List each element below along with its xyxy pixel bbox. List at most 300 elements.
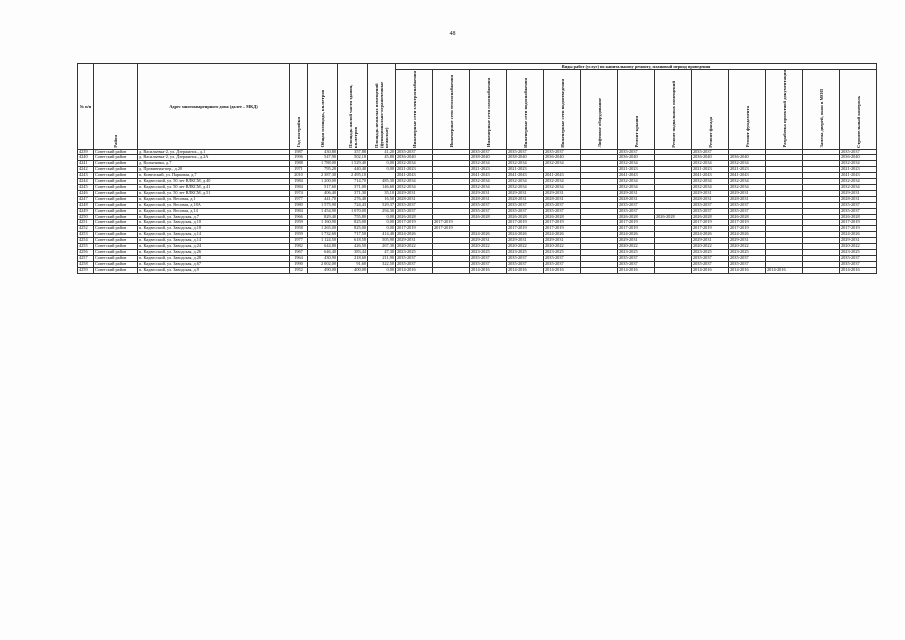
table-cell: 2029-2031 [470,190,507,196]
table-cell: 2017-2019 [692,226,729,232]
table-cell: 2017-2019 [840,226,877,232]
table-cell: 322,50 [368,261,396,267]
table-cell: 2017-2019 [729,226,766,232]
table-cell: 2041-2043 [396,173,433,179]
table-cell: 16,50 [368,196,396,202]
header-num: № п/п [78,64,94,150]
table-cell: 35,10 [368,190,396,196]
table-cell: 2017-2019 [544,226,581,232]
table-cell: Советский район [94,179,138,185]
table-cell: 2032-2034 [692,179,729,185]
table-cell: 1984 [290,208,308,214]
table-cell: 430,90 [308,255,338,261]
table-cell: 2036-2040 [544,155,581,161]
table-cell: 2029-2031 [729,190,766,196]
table-body [78,149,877,273]
table-cell: 1966 [290,214,308,220]
table-cell: 2021-2023 [840,167,877,173]
table-cell: 41,20 [368,149,396,155]
table-cell: 825,00 [338,220,368,226]
table-cell: 2036-2040 [396,155,433,161]
table-cell: 2023-2025 [692,249,729,255]
table-cell: 1980 [290,202,308,208]
table-cell: 2035-2037 [507,255,544,261]
table-cell: 2029-2031 [692,238,729,244]
table-cell: 2017-2019 [396,220,433,226]
table-cell: 2029-2031 [396,238,433,244]
table-cell: 4255 [78,244,94,250]
table-cell: 2035-2037 [692,202,729,208]
table-cell: 1984 [290,184,308,190]
table-cell: 2020-2022 [840,244,877,250]
table-cell: 646,40 [308,249,338,255]
table-cell: 2020-2022 [544,244,581,250]
table-cell: 1 529,40 [338,161,368,167]
table-cell: 4239 [78,149,94,155]
table-cell: 2029-2031 [544,238,581,244]
table-cell: 1996 [290,155,308,161]
table-cell: 485,30 [368,179,396,185]
table-cell: 2014-2016 [544,267,581,273]
table-cell: Советский район [94,149,138,155]
table-cell: 2035-2037 [507,208,544,214]
table-cell: 0,00 [368,214,396,220]
table-cell: 1 788,00 [308,161,338,167]
capital-repair-table [77,63,877,274]
header-work-lift: Лифтовое оборудование [581,70,618,150]
table-cell: 2032-2034 [692,161,729,167]
table-cell: 2032-2034 [470,179,507,185]
table-cell: 2028-2031 [507,196,544,202]
table-cell: 2032-2034 [396,161,433,167]
table-cell: 724,43 [338,202,368,208]
table-cell: 2041-2043 [692,173,729,179]
table-cell: 2041-2043 [507,173,544,179]
table-cell: 2017-2019 [618,220,655,226]
table-cell: 357,88 [338,149,368,155]
table-cell: 2023-2025 [507,249,544,255]
table-cell: 2035-2037 [396,208,433,214]
table-cell: 2028-2031 [692,196,729,202]
table-cell: 4248 [78,202,94,208]
table-cell: 2026-2028 [618,214,655,220]
table-cell: 441,70 [308,196,338,202]
table-cell: 1 575,90 [308,202,338,208]
table-cell: 47,30 [368,249,396,255]
table-cell: 2035-2037 [729,202,766,208]
table-cell: 2017-2019 [507,226,544,232]
table-cell: 2017-2019 [396,226,433,232]
table-cell: 2017-2019 [507,220,544,226]
table-cell: 2035-2037 [618,149,655,155]
table-cell: Советский район [94,190,138,196]
table-cell: 371,30 [338,190,368,196]
table-cell: 2021-2023 [692,167,729,173]
table-cell: 1990 [290,261,308,267]
table-cell: 1959 [290,220,308,226]
table-cell: 2028-2031 [470,196,507,202]
table-cell: 4250 [78,214,94,220]
table-cell: 45,80 [368,155,396,161]
table-cell: 2032-2034 [544,184,581,190]
table-cell: 2021-2023 [618,167,655,173]
table-cell: д. Васильевка-2, ул. Дзержинск., д.2А [138,155,290,161]
table-cell: 2032-2034 [840,184,877,190]
table-cell: 1 454,90 [308,208,338,214]
table-cell: п. Кадвесский, ул. Весовая, д.1 [138,196,290,202]
table-cell: 2035-2037 [396,261,433,267]
table-cell: 2029-2031 [507,238,544,244]
table-cell: 2035-2037 [840,255,877,261]
table-cell: 4241 [78,161,94,167]
table-cell: 1 200,00 [308,179,338,185]
table-cell: 2029-2031 [692,190,729,196]
table-cell: п. Кадвесский, ул. Заводская, д.10 [138,220,290,226]
table-cell: Советский район [94,244,138,250]
table-cell: 2029-2031 [470,238,507,244]
table-cell: 2032-2034 [618,179,655,185]
table-cell [655,267,692,273]
table-cell: 2035-2037 [692,149,729,155]
table-cell: д. Васильевка-2, ул. Дзержинск., д.1 [138,149,290,155]
table-cell: 2029-2031 [840,238,877,244]
table-cell: 4240 [78,155,94,161]
table-cell: 2017-2019 [692,220,729,226]
table-cell: 2020-2022 [618,244,655,250]
table-cell: 1982 [290,244,308,250]
table-cell: 2035-2037 [618,208,655,214]
table-cell: 2035-2037 [396,202,433,208]
table-cell: 2029-2031 [729,238,766,244]
table-cell: 2017-2019 [433,226,470,232]
table-cell: 2041-2043 [470,173,507,179]
table-cell: 2032-2034 [507,179,544,185]
table-cell: д. Волынянка, д.7 [138,161,290,167]
table-cell: 2 387,30 [308,173,338,179]
table-cell: 2035-2037 [507,202,544,208]
table-cell: 517,60 [308,184,338,190]
table-cell: 2035-2037 [840,202,877,208]
table-cell: 2021-2023 [470,167,507,173]
table-cell: 618,58 [338,238,368,244]
table-cell: 2026-2028 [692,214,729,220]
table-cell: 2026-2028 [655,214,692,220]
table-cell: 2035-2037 [507,149,544,155]
table-cell: 2032-2034 [729,161,766,167]
header-year: Год постройки [290,64,308,150]
table-cell: Советский район [94,220,138,226]
table-cell: 2023-2025 [729,249,766,255]
table-cell: 2023-2025 [544,249,581,255]
table-cell: п. Кадвесский, ул. Заводская, д.14 [138,238,290,244]
header-work-heating: Инженерные сети теплоснабжения [433,70,470,150]
table-cell: Советский район [94,202,138,208]
table-cell: 2024-2026 [544,232,581,238]
table-cell: 2017-2019 [433,220,470,226]
table-cell: 2032-2034 [544,161,581,167]
header-work-project-docs: Разработка проектной документации [766,70,803,150]
table-cell: 2035-2037 [692,208,729,214]
table-cell: 2028-2031 [544,196,581,202]
table-cell: 2035-2037 [470,149,507,155]
table-cell: п. Кадвесский, ул. Заводская, д.67 [138,261,290,267]
table-cell: 1 070,00 [338,208,368,214]
table-cell: 2032-2034 [507,184,544,190]
table-cell: 2026-2028 [470,214,507,220]
table-cell: 267,30 [368,244,396,250]
table-cell: 2020-2022 [507,244,544,250]
table-cell: 529,37 [368,202,396,208]
table-cell: 91,60 [338,261,368,267]
table-cell: Советский район [94,184,138,190]
table-cell: 2035-2037 [470,202,507,208]
table-cell: 714,70 [338,179,368,185]
header-work-electric: Инженерные сети электроснабжения [396,70,433,150]
table-cell: 2035-2037 [840,208,877,214]
table-cell: 2035-2037 [692,261,729,267]
header-total-area: Общая площадь, кв.метров [308,64,338,150]
table-cell: 547,90 [308,155,338,161]
table-cell: 2035-2037 [729,261,766,267]
table-cell: 795,20 [308,167,338,173]
table-cell: 2014-2016 [692,267,729,273]
table-cell: 1984 [290,179,308,185]
table-cell: Советский район [94,255,138,261]
table-cell: 502,18 [338,155,368,161]
table-cell: 2041-2043 [729,173,766,179]
table-cell: 2029-2031 [618,190,655,196]
table-cell: 2035-2037 [692,255,729,261]
table-cell: 2035-2037 [544,261,581,267]
table-cell: 2021-2023 [396,167,433,173]
table-cell: 2026-2028 [396,214,433,220]
table-cell: 2035-2037 [618,261,655,267]
table-cell: 0,00 [368,161,396,167]
table-cell: 383,44 [338,249,368,255]
table-cell: 1958 [290,226,308,232]
table-cell: 829,40 [308,214,338,220]
table-cell [803,267,840,273]
table-cell: 2035-2037 [470,255,507,261]
table-cell: 2014-2016 [618,267,655,273]
table-cell: 2010 [290,173,308,179]
table-cell: 1964 [290,255,308,261]
table-cell: п. Кадвесский, ул. 50 лет ВЛКСМ, д.41 [138,184,290,190]
table-cell: Советский район [94,238,138,244]
table-cell: 371,00 [338,184,368,190]
table-cell: 1 160,90 [308,220,338,226]
table-cell: Советский район [94,208,138,214]
table-cell: 2035-2037 [396,255,433,261]
table-cell: п. Кадвесский, ул. Заводская, д.14 [138,232,290,238]
table-cell: 2014-2016 [396,267,433,273]
table-cell: 2032-2034 [396,179,433,185]
table-cell: 2032-2034 [729,179,766,185]
table-cell: 2026-2028 [507,214,544,220]
table-cell: 2029-2031 [396,190,433,196]
table-cell: 2017-2019 [729,220,766,226]
table-cell: 2023-2025 [396,249,433,255]
table-cell: 2014-2016 [766,267,803,273]
table-cell: п. Кадвесский, ул. Заводская, д.18 [138,226,290,232]
table-cell: 1977 [290,238,308,244]
table-cell: 644,80 [308,244,338,250]
table-cell: 1959 [290,232,308,238]
header-work-foundation: Ремонт фундамента [729,70,766,150]
table-cell: п. Кадвесский, ул. Заводская, д.26 [138,249,290,255]
table-cell: 2 495,10 [338,173,368,179]
table-cell: 4256 [78,249,94,255]
table-cell: 2032-2034 [507,161,544,167]
table-cell: п. Кадвесский, ул. Весовая, д.14 [138,208,290,214]
table-cell: 0,00 [368,267,396,273]
table-cell: 2036-2040 [840,155,877,161]
table-cell: 2014-2016 [507,267,544,273]
table-cell: 2035-2037 [507,261,544,267]
table-cell: 1 732,60 [308,232,338,238]
table-cell: 2035-2037 [544,202,581,208]
table-cell: п. Кадвесский, ул. 50 лет ВЛКСМ, д.40 [138,179,290,185]
table-cell: 2035-2037 [544,208,581,214]
table-cell: п. Кадвесский, ул. Заводская, д.9 [138,267,290,273]
table-cell: 2024-2026 [618,232,655,238]
table-cell: 2026-2028 [840,214,877,220]
table-cell: 2024-2026 [507,232,544,238]
table-cell: 2035-2037 [729,255,766,261]
table-cell: Советский район [94,226,138,232]
table-cell: 430,80 [308,149,338,155]
table-cell: 211,90 [368,255,396,261]
table-cell: 1967 [290,249,308,255]
table-cell: 717,50 [338,232,368,238]
table-cell: Советский район [94,173,138,179]
header-work-facade: Ремонт фасада [692,70,729,150]
table-cell: 2035-2037 [840,149,877,155]
table-cell: 2014-2016 [840,267,877,273]
table-cell: 2035-2037 [470,208,507,214]
table-cell: 276,40 [338,196,368,202]
table-cell: 2035-2037 [544,149,581,155]
table-cell: 2020-2022 [396,244,433,250]
table-cell: 2024-2026 [840,232,877,238]
table-row [78,267,877,273]
table-cell [433,267,470,273]
table-cell: 2024-2026 [692,232,729,238]
table-cell: д. Провинная-пер., д.20 [138,167,290,173]
table-cell: п. Кинелский, ул. Парковая, д.7 [138,173,290,179]
table-cell: 2035-2037 [618,202,655,208]
table-cell: 4249 [78,208,94,214]
table-cell: 2035-2037 [544,255,581,261]
table-cell: 2041-2043 [618,173,655,179]
table-cell: 406,40 [308,190,338,196]
header-work-gas: Инженерные сети газоснабжения [470,70,507,150]
header-district: Район [94,64,138,150]
table-cell: 1988 [290,161,308,167]
table-cell: 2020-2022 [729,244,766,250]
table-cell: 426,50 [338,244,368,250]
table-cell: 4253 [78,232,94,238]
table-cell: Советский район [94,261,138,267]
table-cell: 2026-2028 [729,214,766,220]
header-work-construction-control: Строительный контроль [840,70,877,150]
table-cell: 505,90 [368,238,396,244]
table-cell: 294,30 [368,208,396,214]
table-cell: 4251 [78,220,94,226]
table-cell [581,267,618,273]
header-nonliving-area: Площадь нежилых помещений (функционально-ограниченные нежилые) [368,64,396,150]
table-cell: 2029-2031 [618,238,655,244]
table-cell: 2036-2040 [618,155,655,161]
table-cell: 2035-2037 [396,149,433,155]
table-cell: 2036-2040 [692,155,729,161]
table-cell: Советский район [94,196,138,202]
table-cell: 0,00 [368,220,396,226]
table-cell: 1977 [290,196,308,202]
table-cell: 0,00 [368,167,396,173]
table-cell: п. Кадвесский, ул. Заводская, д.28 [138,255,290,261]
header-work-doors-windows: Замена дверей, окон в МОП [803,70,840,150]
table-cell: п. Кадвесский, ул. Заводская, д.7 [138,214,290,220]
table-cell: п. Кадвесский, ул. Весовая, д.18А [138,202,290,208]
table-cell: 400,00 [338,267,368,273]
table-cell: 4259 [78,267,94,273]
header-works-group: Виды работ (услуг) по капитальному ремонту, плановый период проведения [396,64,877,70]
table-cell: 4254 [78,238,94,244]
table-cell: 1 265,00 [308,226,338,232]
table-cell: Советский район [94,214,138,220]
table-cell: Советский район [94,232,138,238]
table-cell: 2028-2031 [618,196,655,202]
table-cell: 2032-2034 [840,161,877,167]
table-cell: 2023-2025 [840,249,877,255]
table-cell: 1974 [290,190,308,196]
table-cell: 2020-2022 [470,244,507,250]
header-work-roof: Ремонт крыши [618,70,655,150]
table-cell: 414,40 [368,232,396,238]
table-cell: 490,00 [308,267,338,273]
table-cell: 2021-2023 [729,167,766,173]
table-cell: 2028-2031 [840,196,877,202]
table-cell: 2 002,00 [308,261,338,267]
table-cell: 2020-2022 [692,244,729,250]
table-cell: 2035-2037 [470,261,507,267]
table-cell: 1987 [290,149,308,155]
table-cell: 2029-2031 [507,190,544,196]
table-cell: 2023-2025 [470,249,507,255]
table-cell: п. Кадвесский, ул. 50 лет ВЛКСМ, д.51 [138,190,290,196]
table-cell: 1 124,50 [308,238,338,244]
table-cell: 2032-2034 [470,184,507,190]
table-cell: 146,60 [368,184,396,190]
page-number: 48 [449,31,456,37]
table-cell: 2021-2023 [507,167,544,173]
table-cell: 4252 [78,226,94,232]
table-cell: 2036-2040 [729,155,766,161]
table-cell: 4246 [78,190,94,196]
table-cell: Советский район [94,267,138,273]
table-cell: 2035-2037 [729,208,766,214]
table-cell: Советский район [94,155,138,161]
table-cell: 2028-2031 [729,196,766,202]
table-cell: 2028-2031 [396,196,433,202]
table-cell: 4243 [78,173,94,179]
table-cell: 218,60 [338,255,368,261]
table-cell: Советский район [94,167,138,173]
table-cell: 0,00 [368,226,396,232]
table-cell: 2024-2026 [396,232,433,238]
table-cell: 2032-2034 [729,184,766,190]
